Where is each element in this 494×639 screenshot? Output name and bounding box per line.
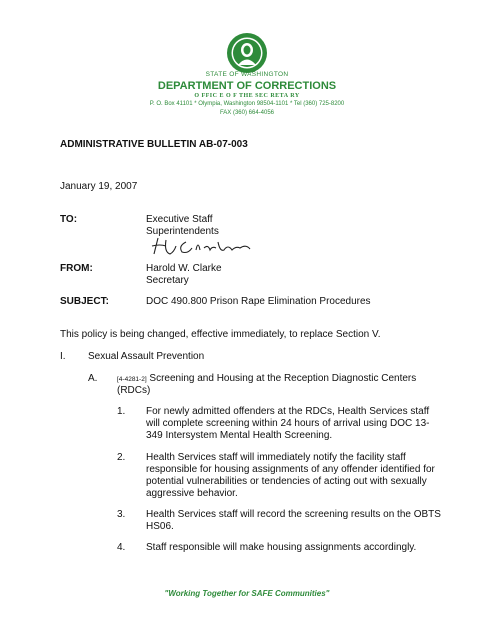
item-number: 4. [117, 542, 126, 553]
item-line: responsible for housing assignments of any offender identified for [146, 464, 435, 475]
item-number: 1. [117, 406, 126, 417]
bulletin-title: ADMINISTRATIVE BULLETIN AB-07-003 [60, 139, 248, 150]
letterhead-address: P. O. Box 41101 * Olympia, Washington 98504-1101 * Tel (360) 725-8200 [149, 101, 345, 107]
item-line: will complete screening within 24 hours of arrival using DOC 13- [146, 418, 430, 429]
item-line: Health Services staff will record the screening results on the OBTS [146, 509, 441, 520]
subsection-title-line: Screening and Housing at the Reception Diagnostic Centers [149, 373, 417, 384]
item-line: Staff responsible will make housing assignments accordingly. [146, 542, 417, 553]
from-label: FROM: [60, 263, 93, 274]
subsection-title [117, 373, 416, 386]
item-line: potential vulnerabilities or tendencies of acting out with sexually [146, 476, 427, 487]
item-line: 349 Intersystem Mental Health Screening. [146, 430, 333, 441]
letterhead-state: STATE OF WASHINGTON [205, 71, 289, 78]
section-title: Sexual Assault Prevention [88, 351, 205, 362]
item-number: 3. [117, 509, 126, 520]
footer-slogan: "Working Together for SAFE Communities" [164, 589, 330, 598]
subject-label: SUBJECT: [60, 296, 109, 307]
from-line: Harold W. Clarke [146, 263, 222, 274]
letterhead-fax: FAX (360) 664-4056 [219, 110, 275, 116]
item-line: HS06. [146, 521, 174, 532]
item-line: For newly admitted offenders at the RDCs, Health Services staff [146, 406, 430, 417]
letterhead-department: DEPARTMENT OF CORRECTIONS [157, 80, 337, 92]
subject-text: DOC 490.800 Prison Rape Elimination Procedures [146, 296, 371, 307]
handwritten-signature [146, 232, 266, 260]
item-number: 2. [117, 452, 126, 463]
to-line: Superintendents [146, 226, 219, 237]
subsection-letter: A. [88, 373, 98, 384]
to-label: TO: [60, 214, 78, 225]
item-line: Health Services staff will immediately notify the facility staff [146, 452, 406, 463]
from-line: Secretary [146, 275, 189, 286]
item-line: aggressive behavior. [146, 488, 238, 499]
memo-date: January 19, 2007 [60, 181, 138, 192]
to-line: Executive Staff [146, 214, 213, 225]
intro-paragraph: This policy is being changed, effective immediately, to replace Section V. [60, 329, 381, 340]
subsection-title-line: (RDCs) [117, 385, 151, 396]
letterhead-office: O FFIC E O F THE SEC RETA RY [194, 93, 300, 99]
subsection-reference: [4-4281-2] [117, 376, 147, 383]
state-seal-logo [226, 32, 268, 74]
section-number: I. [60, 351, 66, 362]
